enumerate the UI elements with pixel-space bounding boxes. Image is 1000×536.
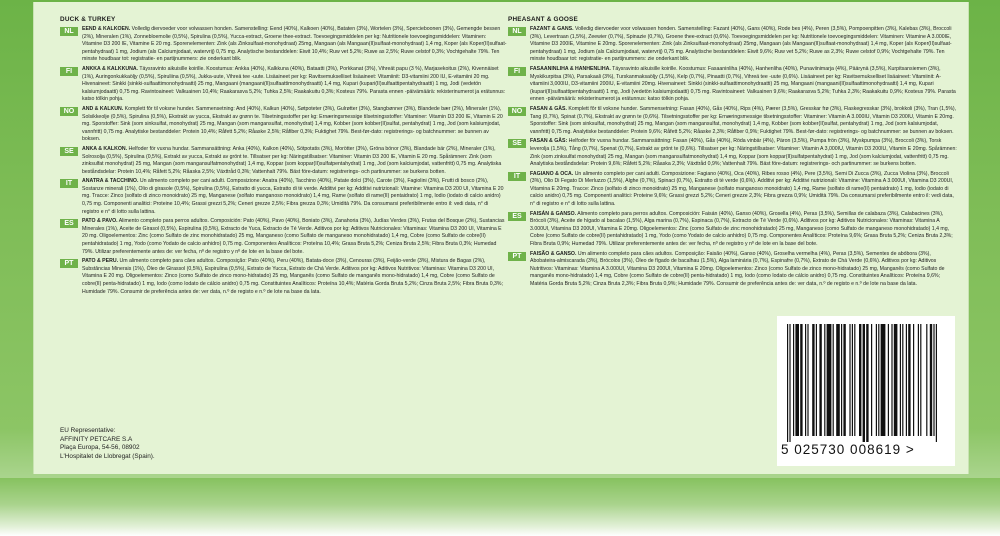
rep-company: AFFINITY PETCARE S.A <box>60 435 133 443</box>
entry-text <box>82 106 507 144</box>
composition-text: Täysravinto aikuisille koirille. Koostumus: Fasaaninliha (40%), Hanhenliha (40%), Punaviinimarja (4%), Päärynä (3,5%), Kurpitsansiemen (3%), Myskikurpitsa (3%), Parsakaali (3%), Turskanmaksaöljy (1,5%), Kelp (0,7%), Pinaatti (0,7%), Vihreä tee -uute (0,6%). Lisäaineet per kg: Ravitsemukselliset lisäaineet: Vitamiinit: A-vitamiini 3,000IU, D3-vitamiini 200IU, E-vitamiini 20mg. Hivenaineet: Sinkki (sinkki-sulfaattimonohydraatti) 25 mg, Mangaani (mangaani(II)sulfaattimonohydraatti) 1,4 mg, Kupari (kupari(II)sulfaattipentahydraatti) 1 mg, Jodi (vedetön kalsiumjodaatti) 0,75 mg. Ravintoaineet: Valkuainen 9,6%; Raakarasva 5,2%; Tuhka 2,3%; Raakakuitu 0,9%; Kosteus 79%. Parasta ennen -päivämäärä: rekisterinumerot ja erätunnus: katso tölkin pohja. <box>530 65 956 103</box>
barcode-bar <box>888 324 889 436</box>
bag-bottom-seam <box>0 478 1000 536</box>
barcode-bar <box>795 324 799 436</box>
composition-text: Un alimento completo per cani adulti. Composizione: Fagiano (40%), Oca (40%), Ribes rosso (4%), Pere (3,5%), Semi Di Zucca (3%), Zucca Violina (3%), Broccoli (3%), Olio Di Fegato Di Merluzzo (1,5%), Alghe (0,7%), Spinaci (0,7%), Estratto di tè verde (0,6%). Additivi per kg: Additivi nutrizionali: Vitamine: Vitamina A 3.000UI, Vitamina D3 200UI, Vitamina E 20mg. Tracce: Zinco (solfato di zinco monoidrato) 25 mg, Manganese (solfato manganoso monoidrato) 1,4 mg, Rame (solfato di rame(II) pentaidrato) 1 mg, Iodio (iodato di calcio anidro) 0,75 mg. Componenti analitici: Proteine 9,6%; Grassi grezzi 5,2%; Ceneri grezze 2,3%; Fibra grezza 0,9%; Umidità 79%. Da consumarsi preferibilmente entro il: vedi data, n° di registro e n° di lotto sulla lattina. <box>530 170 954 208</box>
barcode-bar <box>920 324 921 436</box>
eu-representative <box>60 427 260 461</box>
product-name: ANATRA & TACCHINO. <box>82 178 139 185</box>
language-entry-se <box>60 146 507 176</box>
language-badge: NL <box>508 27 526 36</box>
barcode-bar <box>908 324 910 436</box>
language-entry-se <box>508 138 958 168</box>
barcode-bar <box>827 324 832 436</box>
composition-text: Volledig diervoeder voor volwassen honden. Samenstelling: Eend (40%), Kalkoen (40%), Bataten (3%), Wortelen (3%), Spercieboonen (3%), Gemengde bessen (2%), Mineralen (1%), Zonnebloemolie (0,5%), Spirulina (0,5%), Yucca-extract, Groene thee-extract. Toevoegingsmiddelen per kg: Nutritionele toevoegingsmiddelen: Vitaminen: Vitamine D3 200 IE, Vitamine E 20 mg. Sporenelementen: Zink (als Zinksulfaat-monohydraat) 25mg, Mangaan (als Mangaan(II)sulfaat-monohydraat) 1,4 mg, Koper (als Koper(II)sulfaat-pentahydraat) 1 mg, Jodium (als Calciumjodaat, watervrij) 0,75 mg. Analytische bestanddelen: Eiwit 10,4%; Ruw vet 5,2%; Ruwe as 2,5%; Ruwe celstof 0,3%; Vochtgehalte 79%. Ten minste houdbaar tot: registratie- en partijnummers: zie onderkant blik. <box>82 26 507 63</box>
entry-text <box>530 26 958 64</box>
language-entry-fi <box>60 66 507 104</box>
product-name: PATO & PAVO. <box>82 218 118 225</box>
barcode-bar <box>805 324 806 436</box>
barcode-bar <box>787 324 788 442</box>
product-name: ANKKA & KALKKUNA. <box>82 65 139 72</box>
composition-text: Um alimento completo para cães adultos. Composição: Pato (40%), Peru (40%), Batata-doce (3%), Cenouras (3%), Feijão-verde (3%), Mistura de Bagas (2%), Substâncias Minerais (1%), Óleo de Girassol (0,5%), Espirulina (0,5%), Extrato de Yucca, Extrato de Chá Verde. Aditivos por kg: Aditivos Nutritivos: Vitaminas: Vitamina D3 200 UI, Vitamina E 20 mg. Oligoelementos: Zinco (como Sulfato de zinco mono-hidratado) 25 mg, Manganês (como Sulfato de manganês mono-hidratado) 1,4 mg, Cobre (como Sulfato de cobre(II) penta-hidratado) 1 mg, Iodo (como Iodato de cálcio anidro) 0,75 mg. Constituintes Analíticos: Proteína 10,4%; Matéria Gorda Bruta 5,2%; Cinza Bruta 2,5%; Fibra Bruta 0,3%; Humidade 79%. Consumir de preferência antes de: ver data, n.º de registo e n.º de lote na base da lata. <box>82 258 503 295</box>
barcode-bar <box>824 324 825 436</box>
product-name: FASAANINLIHA & HANHENLIHA. <box>530 65 611 72</box>
barcode-bar <box>894 324 898 436</box>
barcode-bar <box>852 324 853 436</box>
entry-text <box>530 138 958 168</box>
product-name: FASAN & GÅS. <box>530 105 567 112</box>
column-pheasant-goose <box>508 14 958 291</box>
barcode-bar <box>881 324 886 436</box>
entry-text <box>530 251 958 289</box>
language-entry-no <box>60 106 507 144</box>
composition-text: Komplett fôr til voksne hunder. Sammensetning: Fasan (40%), Gås (40%), Rips (4%), Pærer (3,5%), Gresskar frø (3%), Flaskegresskar (3%), brokkoli (3%), Tran (1,5%), Tang (0,7%), Spinat (0,7%), Ekstrakt av grønn te (0,6%). Tilsetningsstoffer per kg: Ernæringsmessige tilsetningsstoffer: Vitaminer: Vitamin A 3.000IU, Vitamin D3 200IU, Vitamin E 20mg. Sporstoffer: Sink (som sinksulfat, monohydrat) 25 mg, Mangan (som mangansulfat, monohydrat) 1,4 mg, Kobber (som kobber(II)sulfat, pentahydrat) 1 mg, Jod (som kalsiumjodat, vannfritt) 0,75 mg. Analytiske bestanddeler: Protein 9,6%; Råfett 5,2%; Råaske 2,3%; Råfiber 0,9%; Fuktighet 79%. Best-før-dato: registrerings- og batchnummer: se bunnen av boksen. <box>530 105 957 135</box>
barcode-bar <box>918 324 919 436</box>
entry-text <box>530 211 958 249</box>
barcode-bar <box>849 324 850 436</box>
language-entry-es <box>60 218 507 256</box>
entry-text <box>82 258 507 296</box>
entry-list <box>508 26 958 289</box>
language-badge: FI <box>508 67 526 76</box>
composition-text: Helfoder för vuxna hundar. Sammansättning: Anka (40%), Kalkon (40%), Sötpotatis (3%), Morötter (3%), Gröna bönor (3%), Blandade bär (2%), Mineraler (1%), Solrosolja (0,5%), Spirulina (0,5%), Extrakt av yucca, Extrakt av grönt te. Tillsatser per kg: Näringstillsatser: Vitaminer: Vitamin D3 200 IE, Vitamin E 20 mg. Spårämnen: Zink (som zinksulfat monohydrat) 25 mg, Mangan (som mangansulfatmonohydrat) 1,4 mg, Koppar (som koppar(II)sulfatpentahydrat) 1 mg, Jod (som kalciumjodat, vattenfritt) 0,75 mg. Analytiska beståndsdelar: Protein 10,4%; Råfett 5,2%; Råaska 2,5%; Växttråd 0,3%; Vattenhalt 79%. Bäst före-datum: registrerings- och partinummer: se burkens botten. <box>82 145 502 175</box>
language-entry-no <box>508 106 958 136</box>
barcode-number: 5 025730 008619 > <box>781 442 915 457</box>
barcode-bar <box>816 324 817 436</box>
barcode-bar <box>933 324 934 436</box>
product-name: AND & KALKUN. <box>82 105 124 112</box>
language-entry-fi <box>508 66 958 104</box>
language-badge: SE <box>60 147 78 156</box>
barcode-bar <box>819 324 821 436</box>
barcode-bar <box>876 324 877 436</box>
ingredient-label-panel <box>33 2 969 474</box>
language-entry-it <box>508 171 958 209</box>
column-title: PHEASANT & GOOSE <box>508 16 578 23</box>
language-badge: NO <box>60 107 78 116</box>
language-badge: PT <box>508 252 526 261</box>
barcode-bar <box>854 324 855 436</box>
composition-text: Alimento completo para perros adultos. Composición: Pato (40%), Pavo (40%), Boniato (3%), Zanahoria (3%), Judías Verdes (3%), Frutas del Bosque (2%), Sustancias Minerales (1%), Aceite de Girasol (0,5%), Espirulina (0,5%), Extracto de Yuca, Extracto de Té Verde. Aditivos por kg: Aditivos Nutricionales: Vitaminas: Vitamina D3 200 UI, Vitamina E 20 mg. Oligoelementos: Zinc (como Sulfato de zinc monohidratado) 25 mg, Manganeso (como Sulfato de manganeso monohidratado) 1,4 mg, Cobre (como Sulfato de cobre(II) pentahidratado) 1 mg, Yodo (como Yodato de calcio anhidro) 0,75 mg. Componentes Analíticos: Proteína 10,4%; Grasa Bruta 5,2%; Ceniza Bruta 2,5%; Fibra Bruta 0,3%; Humedad 79%. Utilizar preferentemente antes de: ver fecha, nº de registro y nº de lote en la base del bote. <box>82 218 505 255</box>
rep-address: Plaça Europa, 54-56, 08902 <box>60 444 140 452</box>
composition-text: Un alimento completo per cani adulti. Composizione: Anatra (40%), Tacchino (40%), Patate dolci (3%), Carote (3%), Fagiolini (3%), Frutti di bosco (2%), Sostanze minerali (1%), Olio di girasole (0,5%), Spirulina (0,5%), Estratto di yucca, Estratto di tè verde. Additivi per kg: Additivi nutrizionali: Vitamine: Vitamina D3 200 UI, Vitamina E 20 mg. Tracce: Zinco (solfato di zinco monoidrato) 25 mg, Manganese (solfato manganoso monoidrato) 1,4 mg, Rame (solfato di rame(II) pentaidrato) 1 mg, Iodio (iodato di calcio anidro) 0,75 mg. Componenti analitici: Proteine 10,4%; Grassi grezzi 5,2%; Ceneri grezze 2,5%; Fibra grezza 0,3%; Umidità 79%. Da consumarsi preferibilmente entro il: vedi data, n° di registro e n° di lotto sulla lattina. <box>82 178 504 215</box>
barcode-bar <box>936 324 937 442</box>
product-name: FAGIANO & OCA. <box>530 170 574 177</box>
language-badge: ES <box>60 219 78 228</box>
composition-text: Alimento completo para perros adultos. Composición: Faisán (40%), Ganso (40%), Grosella (4%), Peras (3,5%), Semillas de calabaza (3%), Calabacines (3%), Brócoli (3%), Aceite de hígado al bacalao (1,5%), Alga marina (0,7%), Espinaca (0,7%), Extracto de Té Verde (0,6%). Aditivos por kg: Aditivos Nutricionales: Vitaminas: Vitamina A 3.000UI, Vitamina D3 200UI, Vitamina E 20mg. Oligoelementos: Zinc (como Sulfato de zinc monohidratado) 25 mg, Manganeso (como Sulfato de manganeso monohidratado) 1,4 mg, Cobre (como Sulfato de cobre(II) pentahidratado) 1 mg, Yodo (como Yodato de calcio anhidro) 0,75 mg. Componentes Analíticos: Proteína 9,6%; Grasa Bruta 5,2%; Ceniza Bruta 2,3%; Fibra Bruta 0,9%; Humedad 79%. Utilizar preferentemente antes de: ver fecha, nº de registro y nº de lote en la base del bote. <box>530 210 953 248</box>
barcode-bar <box>871 324 872 436</box>
product-name: FAISÃO & GANSO. <box>530 250 577 257</box>
rep-city: L'Hospitalet de Llobregat (Spain). <box>60 452 155 460</box>
barcode-bar <box>866 324 868 442</box>
barcode-bar <box>836 324 840 436</box>
entry-text <box>82 66 507 104</box>
language-badge: NL <box>60 27 78 36</box>
barcode-bar <box>812 324 814 436</box>
composition-text: Täysravinto aikuisille koirille. Koostumus: Ankka (40%), Kalkkuna (40%), Bataatti (3%), Porkkanat (3%), Vihreät papu (3 %), Marjasekoitus (2%), Kivennäiset (1%), Auringonkukkaöljy (0,5%), Spiruliina (0,5%), Jukka-uute, Vihreä tee -uute. Lisäaineet per kg: Ravitsemukselliset lisäaineet: Vitamiinit: D3-vitamiini 200 IU, E-vitamiini 20 mg. Hivenaineet: Sinkki (sinkki-sulfaattimonohydraatti) 25 mg, Mangaani (mangaani(II)sulfaattimonohydraatti) 1,4 mg, Kupari (kupari(II)sulfaattipentahydraatti) 1 mg, Jodi (vedetön kalsiumjodaatti) 0,75 mg. Ravintoaineet: Valkuainen 10,4%; Raakarasva 5,2%; Tuhka 2,5%; Raakakuitu 0,3%; Kosteus 79%. Parasta ennen -päivämäärä: rekisterinumerot ja erätunnus: katso tölkin pohja. <box>82 65 506 103</box>
barcode-bar <box>900 324 901 436</box>
product-name: PATO & PERU. <box>82 258 119 265</box>
product-name: FASAN & GÅS: <box>530 138 568 145</box>
language-badge: IT <box>60 179 78 188</box>
language-badge: NO <box>508 107 526 116</box>
barcode-bars <box>785 324 947 442</box>
entry-text <box>82 178 507 216</box>
barcode-bar <box>843 324 845 436</box>
barcode-panel <box>777 316 955 466</box>
column-duck-turkey <box>60 14 507 298</box>
barcode-bar <box>859 324 861 436</box>
barcode-bar <box>926 324 927 436</box>
barcode-bar <box>833 324 834 436</box>
rep-heading: EU Representative: <box>60 427 116 434</box>
language-entry-it <box>60 178 507 216</box>
entry-text <box>530 66 958 104</box>
language-badge: SE <box>508 139 526 148</box>
entry-text <box>82 218 507 256</box>
composition-text: Volledig diervoeder voor volwassen honden. Samenstelling: Fazant (40%), Gans (40%), Rode bes (4%), Peren (3,5%), Pompoenpitten (3%), Kalebas (3%), Broccoli (3%), Levertraan (1,5%), Zeewier (0,7%), Spinazie (0,7%), Groene thee-extract (0,6%). Toevoegingsmiddelen per kg: Nutritionele toevoegingsmiddelen: Vitaminen: Vitamine A 3.000IE, Vitamine D3 200IE, Vitamine E 20mg. Sporenelementen: Zink (als Zinksulfaat-monohydraat) 25mg, Mangaan (als Mangaan(II)sulfaat-monohydraat) 1,4 mg, Koper (als Koper(II)sulfaat-pentahydraat) 1 mg, Jodium (als Calciumjodaat, watervrij) 0,75 mg. Analytische bestanddelen: Eiwit 9,6%; Ruw vet 5,2%; Ruwe as 2,3%; Ruwe celstof 0,9%; Vochtgehalte 79%. Ten minste houdbaar tot: registratie- en partijnummers: zie onderkant blik. <box>530 26 952 63</box>
entry-text <box>82 26 507 64</box>
composition-text: Um alimento completo para cães adultos. Composição: Faisão (40%), Ganso (40%), Groselha vermelha (4%), Peras (3,5%), Sementes de abóbora (3%), Abobateira-almiscarada (3%), Brócolos (3%), Óleo de fígado de bacalhau (1,5%), Alga laminária (0,7%), Espinafre (0,7%), Extrato de Chá Verde (0,6%). Aditivos por kg: Aditivos Nutritivos: Vitaminas: Vitamina A 3.000UI, Vitamina D3 200UI, Vitamina E 20mg. Oligoelementos: Zinco (como Sulfato de zinco mono-hidratado) 25 mg, Manganês (como Sulfato de manganês mono-hidratado) 1,4 mg, Cobre (como Sulfato de cobre(II) penta-hidratado) 1 mg, Iodo (como Iodato de cálcio anidro) 0,75 mg. Constituintes Analíticos: Proteína 9,6%; Matéria Gorda Bruta 5,2%; Cinza Bruta 2,3%; Fibra Bruta 0,9%; Humidade 79%. Consumir de preferência antes de: ver data, n.º de registo e n.º de lote na base da lata. <box>530 250 945 287</box>
product-name: ANKA & KALKON. <box>82 145 128 152</box>
product-name: FAZANT & GANS. <box>530 26 574 32</box>
language-badge: FI <box>60 67 78 76</box>
barcode-bar <box>906 324 907 436</box>
barcode-bar <box>807 324 808 436</box>
barcode-bar <box>800 324 802 436</box>
barcode-bar <box>891 324 892 436</box>
composition-text: Komplett fôr til voksne hunder. Sammensetning: And (40%), Kalkun (40%), Søtpoteter (3%), Gulrøtter (3%), Stangbønner (3%), Blandede bær (2%), Mineraler (1%), Solsikkeolje (0,5%), Spirulina (0,5%), Ekstrakt av yucca, Ekstrakt av grønn te. Tilsetningsstoffer per kg: Ernæringsmessige tilsetningsstoffer: Vitaminer: Vitamin D3 200 IE, Vitamin E 20 mg. Sporstoffer: Sink (som sinksulfat, monohydrat) 25 mg, Mangan (som mangansulfat, monohydrat) 1,4 mg, Kobber (som kobber(II)sulfat, pentahydrat) 1 mg, Jod (som kalsiumjodat, vannfritt) 0,75 mg. Analytiske bestanddeler: Protein 10,4%; Råfett 5,2%; Råaske 2,5%; Råfiber 0,3%; Fuktighet 79%. Best-før-dato: registrerings- og batchnummer: se bunnen av boksen. <box>82 105 503 143</box>
language-entry-pt <box>60 258 507 296</box>
product-name: FAISÁN & GANSO. <box>530 210 577 217</box>
entry-text <box>530 106 958 136</box>
barcode-bar <box>789 324 790 442</box>
language-entry-es <box>508 211 958 249</box>
language-badge: PT <box>60 259 78 268</box>
language-entry-nl <box>60 26 507 64</box>
product-name: EEND & KALKOEN. <box>82 26 131 32</box>
barcode-bar <box>863 324 865 442</box>
language-entry-nl <box>508 26 958 64</box>
language-entry-pt <box>508 251 958 289</box>
entry-text <box>82 146 507 176</box>
language-badge: ES <box>508 212 526 221</box>
barcode-bar <box>878 324 879 436</box>
barcode-bar <box>902 324 903 436</box>
column-title: DUCK & TURKEY <box>60 16 116 23</box>
barcode-bar <box>930 324 932 436</box>
barcode-bar <box>841 324 842 436</box>
language-badge: IT <box>508 172 526 181</box>
barcode-bar <box>793 324 794 436</box>
composition-text: Helfoder för vuxna hundar. Sammansättning: Fasan (40%), Gås (40%), Röda vinbär (4%), Päron (3,5%), Pumpa frön (3%), Myskpumpa (3%), Broccoli (3%), Torsk leverolja (1,5%), Tång (0,7%), Spenat (0,7%), Extrakt av grönt te (0,6%). Tillsatser per kg: Näringstillsatser: Vitaminer: Vitamin A 3,000IU, Vitamin D3 200IU, Vitamin E 20mg. Spårämnen: Zink (som zinksulfat monohydrat) 25 mg, Mangan (som mangansulfatmonohydrat) 1,4 mg, Koppar (som koppar(II)sulfatpentahydrat) 1 mg, Jod (som kalciumjodat, vattenfritt) 0,75 mg. Analytiska beståndsdelar: Protein 9,6%; Råfett 5,2%; Råaska 2,3%; Växttråd 0,9%; Vattenhalt 79%. Bäst före-datum: registrerings- och partinummer: se burkens botten. <box>530 138 957 168</box>
entry-text <box>530 171 958 209</box>
barcode-bar <box>913 324 914 436</box>
entry-list <box>60 26 507 296</box>
